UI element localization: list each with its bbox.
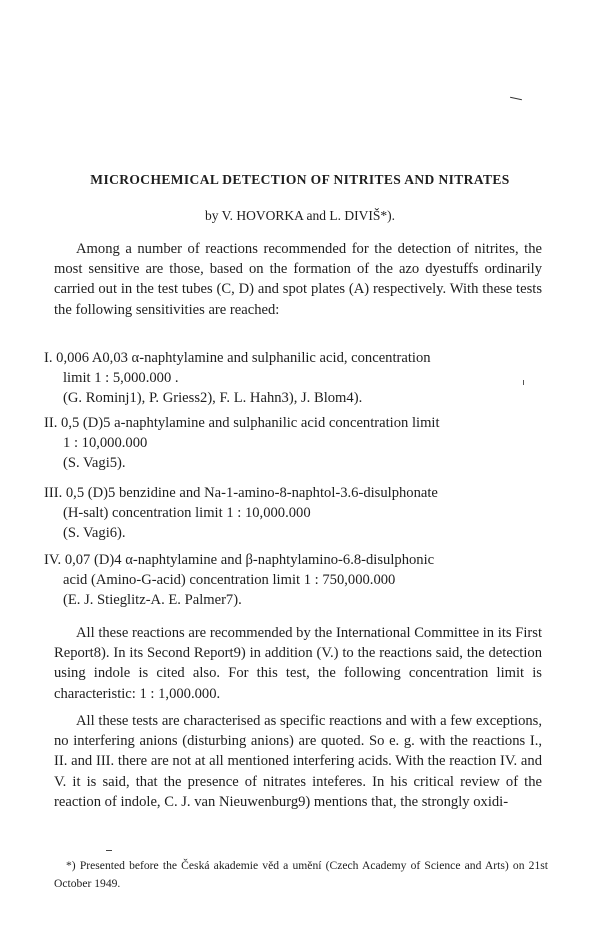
list-item-line: (S. Vagi6). — [63, 525, 126, 542]
list-item-line: acid (Amino-G-acid) concentration limit 1 : 750,000.000 — [63, 572, 396, 589]
list-item-head: III. 0,5 (D)5 benzidine and Na-1-amino-8-naphtol-3.6-disulphonate — [44, 485, 438, 501]
paragraph-intro: Among a number of reactions recommended for the detection of nitrites, the most sensitive are those, based on the formation of the azo dyestuffs ordinarily carried out in the test tubes (C, D) and spot plates (A) respectively. With these tests the following sensitivities are reached: — [54, 241, 542, 318]
list-item-line: limit 1 : 5,000.000 . — [63, 370, 179, 387]
list-item-head: II. 0,5 (D)5 a-naphtylamine and sulphanilic acid concentration limit — [44, 415, 440, 431]
paragraph-interference: All these tests are characterised as specific reactions and with a few exceptions, no interfering anions (disturbing anions) are quoted. So e. g. with the reactions I., II. and III. there are not at all mentioned interfering acids. With the reaction IV. and V. it is said, that the presence of nitrates inteferes. In his critical review of the reaction of indole, C. J. van Nieuwenburg9) mentions that, the strongly oxidi- — [54, 713, 542, 810]
list-item-line: (E. J. Stieglitz-A. E. Palmer7). — [63, 592, 242, 609]
scan-mark — [523, 380, 524, 385]
list-item — [44, 348, 542, 409]
list-item-line: (G. Rominj1), P. Griess2), F. L. Hahn3), J. Blom4). — [63, 390, 363, 407]
paragraph-committee: All these reactions are recommended by the International Committee in its First Report8). In its Second Report9) in addition (V.) to the reactions said, the detection using indole is cited also. For this test, the following concentration limit is characteristic: 1 : 1,000.000. — [54, 625, 542, 702]
list-item-head: IV. 0,07 (D)4 α-naphtylamine and β-naphtylamino-6.8-disulphonic — [44, 552, 435, 568]
list-item-line: 1 : 10,000.000 — [63, 435, 148, 452]
list-item-line: (H-salt) concentration limit 1 : 10,000.000 — [63, 505, 311, 522]
footnote: *) Presented before the Česká akademie věd a umění (Czech Academy of Science and Arts) on 21st October 1949. — [54, 859, 548, 890]
list-item — [44, 483, 542, 544]
footnote-rule — [106, 850, 112, 851]
list-item-head: I. 0,006 A0,03 α-naphtylamine and sulphanilic acid, concentration — [44, 350, 431, 366]
list-item-line: (S. Vagi5). — [63, 455, 126, 472]
scan-mark — [510, 97, 522, 100]
article-byline: by V. HOVORKA and L. DIVIŠ*). — [204, 208, 395, 223]
article-title: MICROCHEMICAL DETECTION OF NITRITES AND NITRATES — [90, 172, 510, 187]
list-item — [44, 413, 542, 474]
list-item — [44, 550, 542, 611]
